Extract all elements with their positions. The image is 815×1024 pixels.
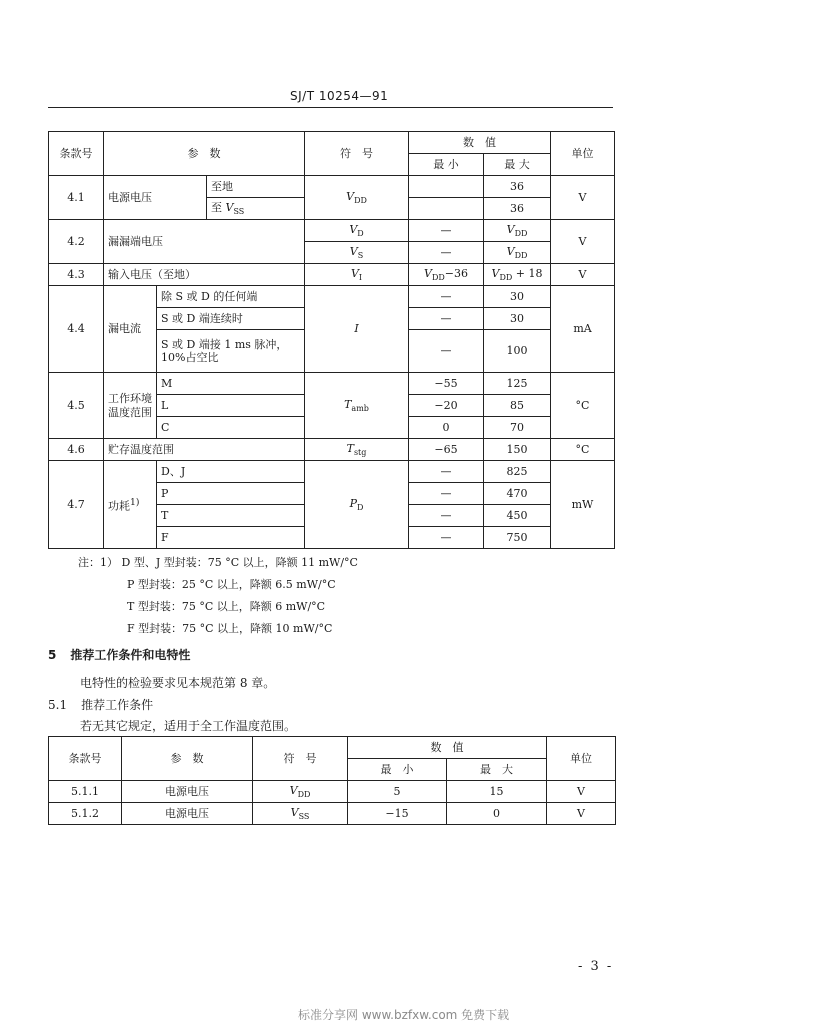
symbol-var: I [354, 322, 359, 336]
min-cell [409, 176, 484, 198]
header-unit: 单位 [551, 132, 615, 176]
max-cell: 85 [484, 395, 551, 417]
param-cell: 电源电压 [104, 176, 207, 220]
header-clause: 条款号 [49, 132, 104, 176]
min-cell: — [409, 505, 484, 527]
header-rule [48, 107, 613, 108]
min-cell: 0 [409, 417, 484, 439]
max-cell: 825 [484, 461, 551, 483]
clause-cell: 4.3 [49, 264, 104, 286]
unit-cell: V [547, 781, 616, 803]
clause-cell: 4.4 [49, 286, 104, 373]
param-cell: 贮存温度范围 [104, 439, 305, 461]
symbol-var: V [349, 244, 358, 258]
section-number: 5 [48, 648, 57, 662]
param-cell: 电源电压 [122, 803, 253, 825]
table-row [49, 781, 616, 803]
table-row [49, 264, 615, 286]
min-cell: — [409, 308, 484, 330]
table-header-row [49, 132, 615, 154]
clause-cell: 5.1.1 [49, 781, 122, 803]
symbol-cell [305, 461, 409, 549]
max-var: V [506, 222, 515, 236]
header-min: 最 小 [348, 759, 447, 781]
footnote-prefix: 注：1） [78, 556, 118, 569]
footnote-mark: 1) [130, 496, 140, 508]
symbol-cell [305, 439, 409, 461]
min-cell: — [409, 483, 484, 505]
table-row [49, 439, 615, 461]
param-cell: 漏漏端电压 [104, 220, 305, 264]
unit-cell: °C [551, 373, 615, 439]
min-cell: −65 [409, 439, 484, 461]
paragraph: 若无其它规定，适用于全工作温度范围。 [80, 719, 297, 733]
footnote-line: P 型封装：25 °C 以上，降额 6.5 mW/°C [127, 578, 336, 591]
symbol-cell [305, 264, 409, 286]
section-title: 推荐工作条件 [81, 698, 154, 712]
max-cell: 125 [484, 373, 551, 395]
param-cell: 电源电压 [122, 781, 253, 803]
min-cell: — [409, 242, 484, 264]
symbol-var: T [344, 397, 352, 411]
table-header-row [49, 737, 616, 759]
table-row [49, 803, 616, 825]
max-var: V [491, 266, 500, 280]
max-cell [484, 242, 551, 264]
condition-cell: S 或 D 端连续时 [157, 308, 305, 330]
clause-cell: 4.1 [49, 176, 104, 220]
header-symbol: 符 号 [253, 737, 348, 781]
watermark: 标准分享网 www.bzfxw.com 免费下载 [298, 1008, 510, 1022]
header-max: 最 大 [447, 759, 547, 781]
max-cell: 470 [484, 483, 551, 505]
max-cell: 30 [484, 286, 551, 308]
param-cell [104, 461, 157, 549]
header-values: 数 值 [409, 132, 551, 154]
max-cell: 0 [447, 803, 547, 825]
min-cell: — [409, 461, 484, 483]
section-number: 5.1 [48, 698, 68, 712]
max-cell: 15 [447, 781, 547, 803]
footnote-line: F 型封装：75 °C 以上，降额 10 mW/°C [127, 622, 333, 635]
min-cell: 5 [348, 781, 447, 803]
page-number: - 3 - [578, 959, 614, 974]
footnote-line [78, 552, 358, 574]
min-cell: −15 [348, 803, 447, 825]
max-cell: 150 [484, 439, 551, 461]
max-cell: 70 [484, 417, 551, 439]
unit-cell: mA [551, 286, 615, 373]
header-param: 参 数 [122, 737, 253, 781]
symbol-var: V [346, 189, 355, 203]
condition-cell: T [157, 505, 305, 527]
min-var: V [424, 266, 432, 280]
symbol-cell [305, 220, 409, 242]
subsection-heading [48, 696, 153, 713]
symbol-var: P [349, 496, 357, 510]
max-cell: 450 [484, 505, 551, 527]
table-row [49, 220, 615, 242]
min-cell: — [409, 330, 484, 373]
max-cell [484, 220, 551, 242]
section-title: 推荐工作条件和电特性 [70, 648, 191, 662]
condition-cell: F [157, 527, 305, 549]
min-rest: −36 [444, 266, 468, 280]
condition-cell [207, 198, 305, 220]
condition-prefix: 至 [211, 200, 226, 214]
footnote-text: D 型、J 型封装：75 °C 以上，降额 11 mW/°C [121, 556, 358, 569]
condition-cell: L [157, 395, 305, 417]
symbol-cell [305, 242, 409, 264]
symbol-sub: S [357, 250, 364, 260]
max-cell: 30 [484, 308, 551, 330]
condition-sub: SS [233, 206, 245, 216]
max-cell: 750 [484, 527, 551, 549]
document-code: SJ/T 10254—91 [290, 89, 389, 103]
min-cell: −55 [409, 373, 484, 395]
symbol-var: T [346, 441, 354, 455]
symbol-sub: stg [353, 447, 367, 457]
table-footnotes [78, 552, 358, 640]
symbol-var: V [350, 266, 359, 280]
min-cell [409, 264, 484, 286]
condition-cell: S 或 D 端接 1 ms 脉冲，10%占空比 [157, 330, 305, 373]
clause-cell: 4.5 [49, 373, 104, 439]
table-row [49, 176, 615, 198]
clause-cell: 4.2 [49, 220, 104, 264]
section-heading [48, 646, 190, 663]
symbol-sub: DD [297, 789, 311, 799]
recommended-conditions-table [48, 736, 616, 825]
symbol-cell [305, 286, 409, 373]
condition-cell: D、J [157, 461, 305, 483]
param-cell: 工作环境温度范围 [104, 373, 157, 439]
header-unit: 单位 [547, 737, 616, 781]
footnote-line: T 型封装：75 °C 以上，降额 6 mW/°C [127, 600, 326, 613]
symbol-sub: I [358, 272, 363, 282]
symbol-var: V [349, 222, 358, 236]
paragraph: 电特性的检验要求见本规范第 8 章。 [80, 676, 276, 690]
symbol-sub: D [356, 502, 364, 512]
condition-cell: 除 S 或 D 的任何端 [157, 286, 305, 308]
max-sub: DD [514, 228, 528, 238]
symbol-sub: SS [298, 811, 310, 821]
unit-cell: V [551, 264, 615, 286]
table-row [49, 461, 615, 483]
unit-cell: V [551, 220, 615, 264]
unit-cell: °C [551, 439, 615, 461]
unit-cell: mW [551, 461, 615, 549]
header-param: 参 数 [104, 132, 305, 176]
symbol-var: V [290, 805, 299, 819]
header-symbol: 符 号 [305, 132, 409, 176]
min-cell [409, 198, 484, 220]
header-min: 最 小 [409, 154, 484, 176]
max-cell: 100 [484, 330, 551, 373]
table-row [49, 286, 615, 308]
table-row [49, 373, 615, 395]
max-cell: 36 [484, 176, 551, 198]
condition-var: V [225, 200, 234, 214]
symbol-cell [253, 803, 348, 825]
symbol-sub: D [357, 228, 364, 238]
clause-cell: 5.1.2 [49, 803, 122, 825]
min-sub: DD [431, 272, 445, 282]
symbol-sub: amb [351, 403, 369, 413]
max-sub: DD [514, 250, 528, 260]
param-cell: 漏电流 [104, 286, 157, 373]
symbol-var: V [289, 783, 298, 797]
min-cell: — [409, 527, 484, 549]
symbol-cell [253, 781, 348, 803]
unit-cell: V [547, 803, 616, 825]
max-cell [484, 264, 551, 286]
condition-cell: C [157, 417, 305, 439]
max-var: V [506, 244, 515, 258]
header-clause: 条款号 [49, 737, 122, 781]
symbol-cell [305, 373, 409, 439]
max-rest: + 18 [512, 266, 543, 280]
condition-cell: P [157, 483, 305, 505]
max-cell: 36 [484, 198, 551, 220]
min-cell: −20 [409, 395, 484, 417]
min-cell: — [409, 220, 484, 242]
header-max: 最 大 [484, 154, 551, 176]
symbol-cell [305, 176, 409, 220]
condition-cell: 至地 [207, 176, 305, 198]
max-sub: DD [499, 272, 513, 282]
absolute-maximum-ratings-table [48, 131, 615, 549]
clause-cell: 4.7 [49, 461, 104, 549]
clause-cell: 4.6 [49, 439, 104, 461]
condition-cell: M [157, 373, 305, 395]
header-values: 数 值 [348, 737, 547, 759]
param-text: 功耗 [108, 499, 130, 513]
min-cell: — [409, 286, 484, 308]
param-cell: 输入电压（至地） [104, 264, 305, 286]
unit-cell: V [551, 176, 615, 220]
symbol-sub: DD [354, 195, 367, 205]
